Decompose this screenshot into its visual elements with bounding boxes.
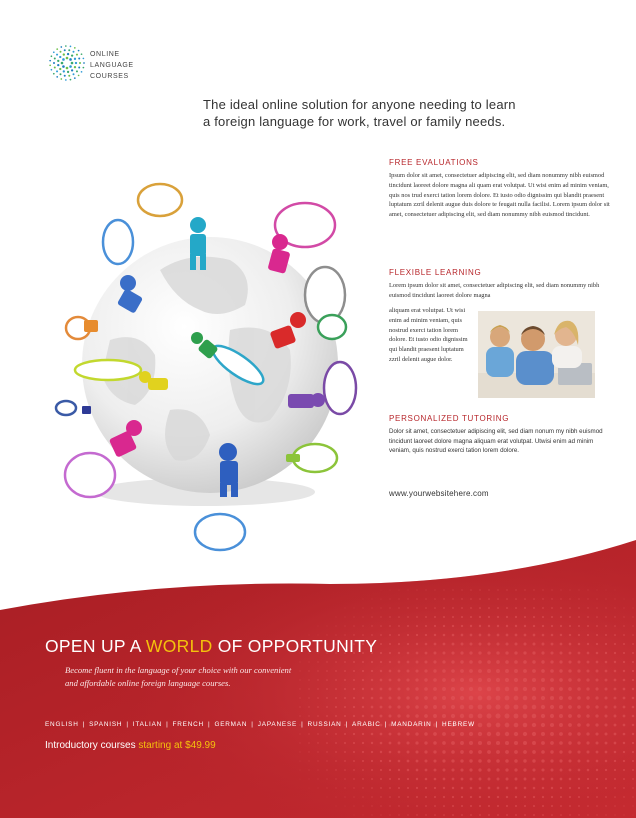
globe-illustration (40, 180, 360, 560)
language-item: ENGLISH (45, 721, 79, 728)
banner-copy-line-2: and affordable online foreign language courses. (65, 678, 231, 688)
language-item: GERMAN (214, 721, 248, 728)
section-personalized-tutoring (389, 414, 611, 456)
family-photo-illustration (478, 311, 595, 398)
section-title-free-evaluations: FREE EVALUATIONS (389, 158, 479, 167)
website-link[interactable]: www.yourwebsitehere.com (389, 489, 489, 498)
section-free-evaluations (389, 158, 611, 220)
banner-copy (65, 664, 291, 690)
brand-logo (48, 44, 168, 84)
intro-price: starting at $49.99 (138, 740, 216, 751)
section-title-flexible-learning: FLEXIBLE LEARNING (389, 268, 482, 277)
language-item: HEBREW (442, 721, 475, 728)
section-body-flexible-learning-top: Lorem ipsum dolor sit amet, consectetuer adipiscing elit, sed diam nonummy nibh euismod tincidunt laoreet dolore magna (389, 282, 600, 299)
language-item: RUSSIAN (307, 721, 342, 728)
section-body-free-evaluations: Ipsum dolor sit amet, consectetuer adipiscing elit, sed diam nonummy nibh euismod tincidunt laoreet dolore magna ali quam erat volutpat. Ut wisi enim ad minim veniam, quis nos trud exerci tation lorem dolore. Et iusto odio dignissim qui blandit praesent luptatum zzril delenit augue duis dolore te feugait nulla facilisi. Lorem ipsum dolor sit amet, consectetuer adipiscing elit, sed diam nonummy nibh euismod tincidunt. (389, 172, 610, 219)
logo-line-3: COURSES (90, 73, 129, 80)
headline-pre: OPEN UP A (45, 636, 146, 656)
tagline-line-1: The ideal online solution for anyone needing to learn (203, 97, 516, 112)
tagline (203, 96, 533, 130)
section-body-personalized-tutoring: Dolor sit amet, consectetuer adipiscing elit, sed diam nonum my nibh euismod tincidunt laoreet dolore magna aliquam erat volutpat. Utwisi enim ad minim veniam, quis nostrud exerci tation lorem dolore. (389, 428, 603, 455)
banner-copy-line-1: Become fluent in the language of your choice with our convenient (65, 665, 292, 675)
logo-text (90, 49, 134, 82)
language-item: FRENCH (172, 721, 204, 728)
family-photo (478, 311, 595, 398)
language-item: MANDARIN (391, 721, 432, 728)
section-title-personalized-tutoring: PERSONALIZED TUTORING (389, 414, 510, 423)
language-item: JAPANESE (257, 721, 298, 728)
intro-offer (45, 740, 216, 751)
headline-highlight: WORLD (145, 636, 213, 656)
headline-post: OF OPPORTUNITY (212, 636, 378, 656)
tagline-line-2: a foreign language for work, travel or family needs. (203, 114, 506, 129)
section-flexible-learning (389, 268, 611, 301)
banner-headline (45, 636, 377, 657)
language-list: ENGLISH | SPANISH | ITALIAN | FRENCH | GERMAN | JAPANESE | RUSSIAN | ARABIC | MANDARIN | HEBREW (45, 721, 475, 728)
section-body-flexible-learning-side: aliquam erat volutpat. Ut wisi enim ad minim veniam, quis nostrud exerci tation lorem dolore. Et iusto odio dignissim qui blandit praesent luptatum zzril delenit augue dolor. (389, 307, 468, 363)
logo-line-2: LANGUAGE (90, 62, 134, 69)
logo-line-1: ONLINE (90, 51, 120, 58)
language-item: ITALIAN (132, 721, 163, 728)
logo-dots-icon (48, 44, 86, 82)
language-item: ARABIC (352, 721, 381, 728)
intro-text: Introductory courses (45, 740, 139, 751)
language-item: SPANISH (89, 721, 123, 728)
